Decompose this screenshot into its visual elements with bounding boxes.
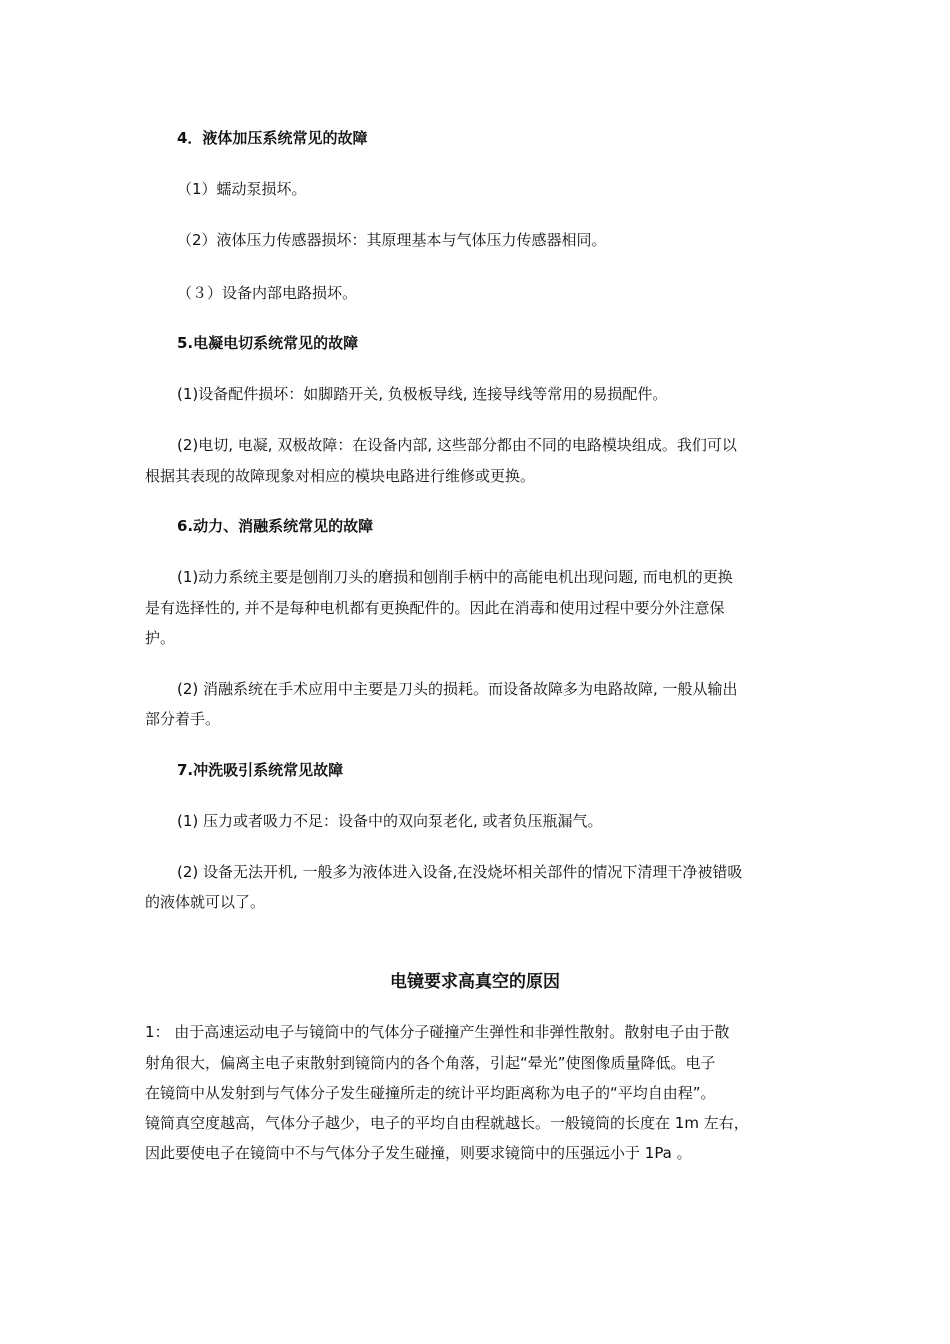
- section-6-heading: 6.动力、消融系统常见的故障: [177, 517, 374, 535]
- vacuum-section-title: 电镜要求高真空的原因: [390, 972, 560, 992]
- section-4-item-3: （３）设备内部电路损坏。: [177, 284, 358, 302]
- section-5-item-2-line-1: (2)电切, 电凝, 双极故障：在设备内部, 这些部分都由不同的电路模块组成。我们可以: [177, 436, 737, 454]
- section-7-item-2-line-1: (2) 设备无法开机, 一般多为液体进入设备,在没烧坏相关部件的情况下清理干净被错吸: [177, 863, 743, 881]
- section-6-item-2-line-2: 部分着手。: [145, 710, 221, 728]
- section-6-item-1-line-2: 是有选择性的, 并不是每种电机都有更换配件的。因此在消毒和使用过程中要分外注意保: [145, 599, 725, 617]
- section-5-heading: 5.电凝电切系统常见的故障: [177, 334, 359, 352]
- vacuum-paragraph-line-1: 1： 由于高速运动电子与镜筒中的气体分子碰撞产生弹性和非弹性散射。散射电子由于散: [145, 1023, 730, 1041]
- vacuum-paragraph-line-3: 在镜筒中从发射到与气体分子发生碰撞所走的统计平均距离称为电子的“平均自由程”。: [145, 1084, 716, 1102]
- section-7-item-1: (1) 压力或者吸力不足：设备中的双向泵老化, 或者负压瓶漏气。: [177, 812, 603, 830]
- section-6-item-2-line-1: (2) 消融系统在手术应用中主要是刀头的损耗。而设备故障多为电路故障, 一般从输出: [177, 680, 738, 698]
- vacuum-paragraph-line-5: 因此要使电子在镜筒中不与气体分子发生碰撞，则要求镜筒中的压强远小于 1Pa 。: [145, 1144, 692, 1162]
- section-6-item-1-line-3: 护。: [145, 629, 176, 647]
- section-7-item-2-line-2: 的液体就可以了。: [145, 893, 266, 911]
- section-7-heading: 7.冲洗吸引系统常见故障: [177, 761, 344, 779]
- vacuum-paragraph-line-4: 镜简真空度越高，气体分子越少，电子的平均自由程就越长。一般镜筒的长度在 1m 左右，: [145, 1114, 749, 1132]
- section-4-item-2: （2）液体压力传感器损坏：其原理基本与气体压力传感器相同。: [177, 231, 607, 249]
- section-4-heading: 4．液体加压系统常见的故障: [177, 129, 368, 147]
- section-5-item-1: (1)设备配件损坏：如脚踏开关, 负极板导线, 连接导线等常用的易损配件。: [177, 385, 668, 403]
- vacuum-paragraph-line-2: 射角很大，偏离主电子束散射到镜筒内的各个角落，引起“晕光”使图像质量降低。电子: [145, 1054, 716, 1072]
- section-5-item-2-line-2: 根据其表现的故障现象对相应的模块电路进行维修或更换。: [145, 467, 536, 485]
- section-4-item-1: （1）蠕动泵损坏。: [177, 180, 307, 198]
- section-6-item-1-line-1: (1)动力系统主要是刨削刀头的磨损和刨削手柄中的高能电机出现问题, 而电机的更换: [177, 568, 733, 586]
